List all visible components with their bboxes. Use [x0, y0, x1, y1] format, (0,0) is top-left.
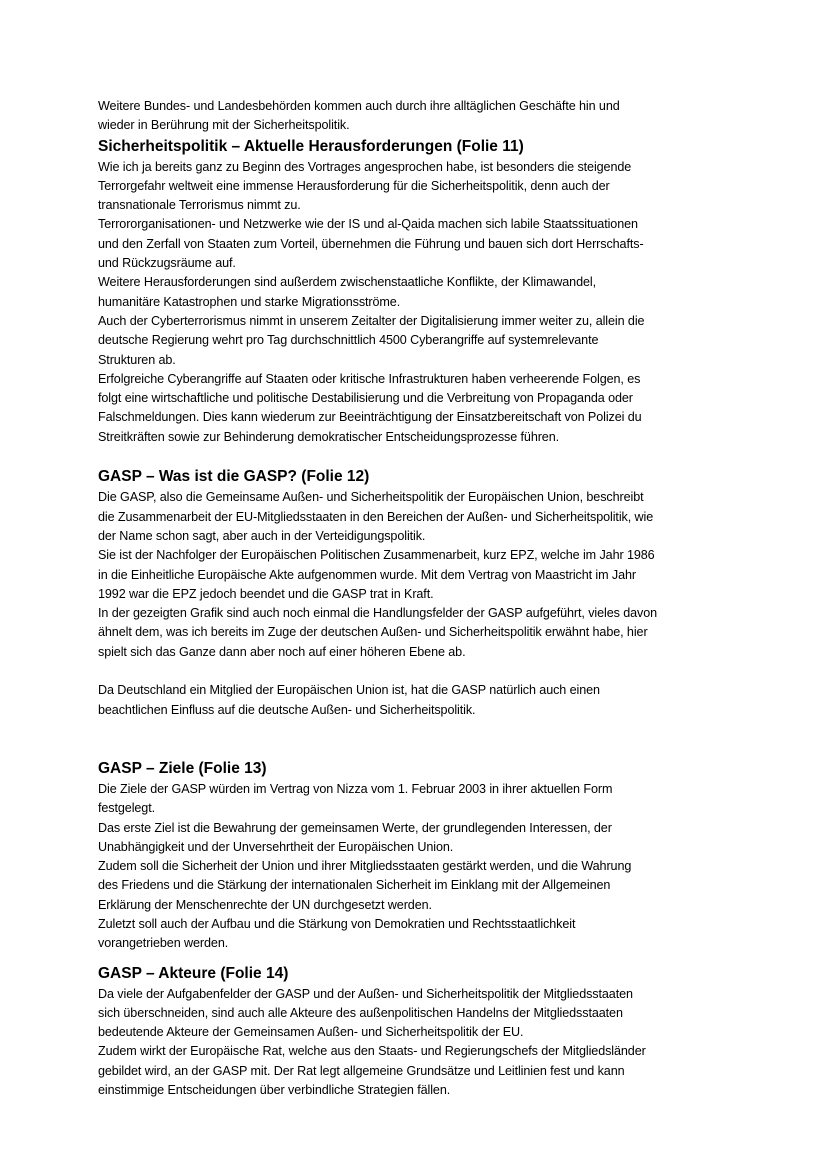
text-line: Da Deutschland ein Mitglied der Europäischen Union ist, hat die GASP natürlich auch einen: [98, 683, 600, 698]
text-line: Auch der Cyberterrorismus nimmt in unserem Zeitalter der Digitalisierung immer weiter zu, allein die: [98, 313, 645, 328]
text-line: Zudem soll die Sicherheit der Union und ihrer Mitgliedsstaaten gestärkt werden, und die Wahrung: [98, 859, 632, 874]
text-line: spielt sich das Ganze dann aber noch auf einer höheren Ebene ab.: [98, 644, 466, 659]
section-was-ist-gasp: [98, 466, 788, 720]
text-line: Unabhängigkeit und der Unversehrtheit der Europäischen Union.: [98, 839, 454, 854]
text-line: 1992 war die EPZ jedoch beendet und die GASP trat in Kraft.: [98, 586, 434, 601]
text-line: ähnelt dem, was ich bereits im Zuge der deutschen Außen- und Sicherheitspolitik erwähnt habe, hier: [98, 625, 648, 640]
text-line: und Rückzugsräume auf.: [98, 256, 236, 271]
text-line: Zuletzt soll auch der Aufbau und die Stärkung von Demokratien und Rechtsstaatlichkeit: [98, 916, 576, 931]
text-line: Weitere Bundes- und Landesbehörden kommen auch durch ihre alltäglichen Geschäfte hin und: [98, 99, 620, 113]
text-line: deutsche Regierung wehrt pro Tag durchschnittlich 4500 Cyberangriffe auf systemrelevante: [98, 333, 599, 348]
text-line: folgt eine wirtschaftliche und politische Destabilisierung und die Verbreitung von Propaganda oder: [98, 391, 633, 406]
text-line: die Zusammenarbeit der EU-Mitgliedsstaaten in den Bereichen der Außen- und Sicherheitspolitik, wie: [98, 509, 654, 524]
spacer: [98, 662, 788, 681]
spacer: [98, 720, 788, 758]
text-line: Sie ist der Nachfolger der Europäischen Politischen Zusammenarbeit, kurz EPZ, welche im Jahr 1986: [98, 548, 655, 563]
text-line: Wie ich ja bereits ganz zu Beginn des Vortrages angesprochen habe, ist besonders die steigende: [98, 159, 632, 174]
text-line: Das erste Ziel ist die Bewahrung der gemeinsamen Werte, der grundlegenden Interessen, der: [98, 820, 612, 835]
text-line: Terrorgefahr weltweit eine immense Herausforderung für die Sicherheitspolitik, denn auch der: [98, 178, 610, 193]
text-line: und den Zerfall von Staaten zum Vorteil, übernehmen die Führung und bauen sich dort Herrschafts-: [98, 236, 644, 251]
text-line: Erklärung der Menschenrechte der UN durchgesetzt werden.: [98, 897, 432, 912]
section-heading: GASP – Ziele (Folie 13): [98, 759, 267, 777]
text-line: in die Einheitliche Europäische Akte aufgenommen wurde. Mit dem Vertrag von Maastricht im Jahr: [98, 567, 636, 582]
text-line: bedeutende Akteure der Gemeinsamen Außen- und Sicherheitspolitik der EU.: [98, 1025, 524, 1040]
text-line: Die Ziele der GASP würden im Vertrag von Nizza vom 1. Februar 2003 in ihrer aktuellen Form: [98, 781, 613, 796]
text-line: Falschmeldungen. Dies kann wiederum zur Beeinträchtigung der Einsatzbereitschaft von Polizei du: [98, 410, 642, 425]
text-line: Da viele der Aufgabenfelder der GASP und der Außen- und Sicherheitspolitik der Mitgliedsstaaten: [98, 986, 633, 1001]
text-line: Strukturen ab.: [98, 352, 176, 367]
text-line: Terrororganisationen- und Netzwerke wie der IS und al-Qaida machen sich labile Staatssituationen: [98, 217, 638, 232]
text-line: Die GASP, also die Gemeinsame Außen- und Sicherheitspolitik der Europäischen Union, beschreibt: [98, 490, 644, 505]
text-line: Zudem wirkt der Europäische Rat, welche aus den Staats- und Regierungschefs der Mitgliedsländer: [98, 1044, 646, 1059]
text-line: des Friedens und die Stärkung der internationalen Sicherheit im Einklang mit der Allgemeinen: [98, 878, 611, 893]
text-line: In der gezeigten Grafik sind auch noch einmal die Handlungsfelder der GASP aufgeführt, vieles davon: [98, 606, 658, 621]
section-akteure: [98, 963, 788, 1101]
text-line: Weitere Herausforderungen sind außerdem zwischenstaatliche Konflikte, der Klimawandel,: [98, 275, 596, 290]
text-line: sich überschneiden, sind auch alle Akteure des außenpolitischen Handelns der Mitgliedsstaaten: [98, 1005, 623, 1020]
section-ziele: [98, 758, 788, 954]
text-line: transnationale Terrorismus nimmt zu.: [98, 198, 301, 213]
intro-paragraph: [98, 97, 788, 136]
text-line: einstimmige Entscheidungen über verbindliche Strategien fällen.: [98, 1083, 451, 1098]
text-line: festgelegt.: [98, 801, 156, 816]
text-line: vorangetrieben werden.: [98, 936, 229, 951]
text-line: beachtlichen Einfluss auf die deutsche Außen- und Sicherheitspolitik.: [98, 702, 476, 717]
spacer: [98, 954, 788, 963]
section-heading: GASP – Was ist die GASP? (Folie 12): [98, 468, 370, 486]
text-line: Streitkräften sowie zur Behinderung demokratischer Entscheidungsprozesse führen.: [98, 429, 560, 444]
text-line: gebildet wird, an der GASP mit. Der Rat legt allgemeine Grundsätze und Leitlinien fest und kann: [98, 1063, 625, 1078]
spacer: [98, 447, 788, 466]
section-heading: GASP – Akteure (Folie 14): [98, 964, 289, 982]
section-herausforderungen: [98, 136, 788, 447]
text-line: der Name schon sagt, aber auch in der Verteidigungspolitik.: [98, 528, 426, 543]
section-heading: Sicherheitspolitik – Aktuelle Herausforderungen (Folie 11): [98, 137, 524, 155]
text-line: wieder in Berührung mit der Sicherheitspolitik.: [98, 118, 350, 133]
text-line: humanitäre Katastrophen und starke Migrationsströme.: [98, 294, 401, 309]
text-line: Erfolgreiche Cyberangriffe auf Staaten oder kritische Infrastrukturen haben verheerende Folgen, es: [98, 371, 641, 386]
